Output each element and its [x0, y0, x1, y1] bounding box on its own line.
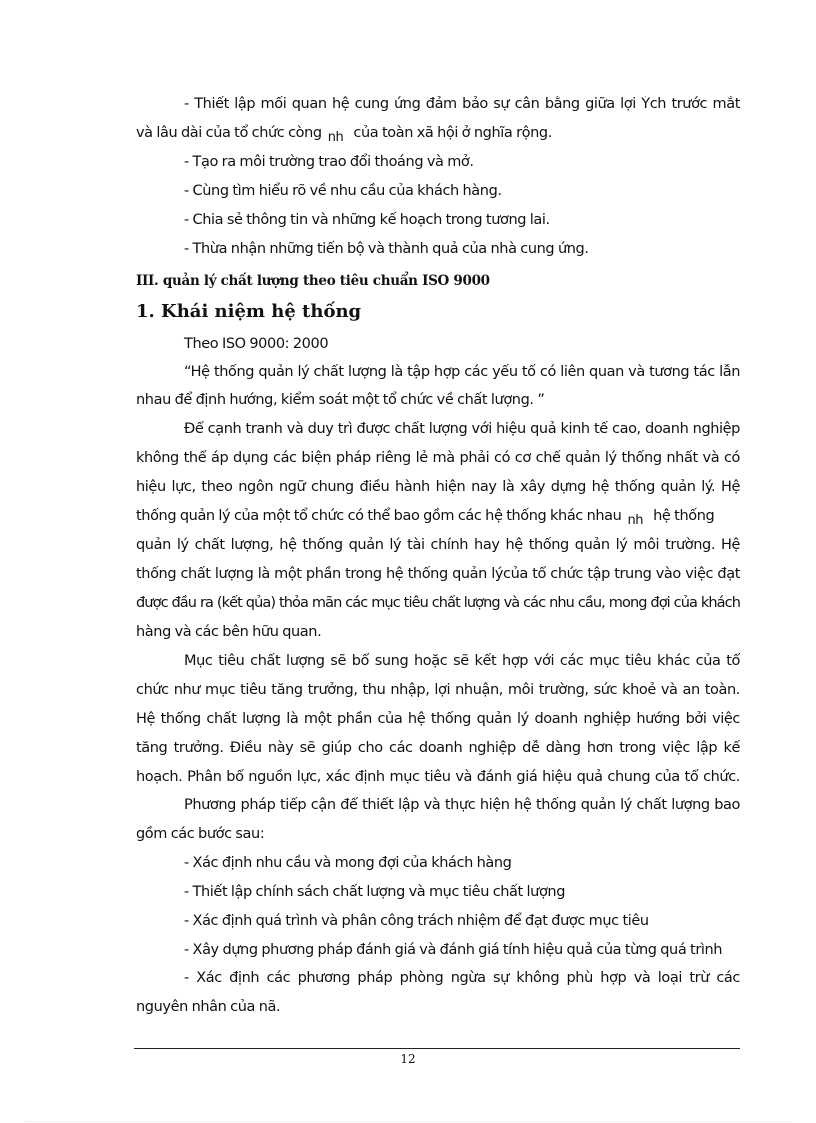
bullet-continuation: [136, 125, 552, 145]
step-item: - Xác định các phương pháp phòng ngừa sự không phù hợp và loại trừ các: [184, 970, 740, 986]
text-run: của toàn xã hội ở nghĩa rộng.: [353, 125, 552, 141]
paragraph-line: [136, 508, 715, 528]
page-edge-border: [24, 1121, 794, 1122]
paragraph-line: được đầu ra (kết qủa) thỏa mãn các mục tiêu chất lượng và các nhu cầu, mong đợi của khách: [136, 595, 740, 611]
step-item: - Xác định nhu cầu và mong đợi của khách hàng: [184, 855, 512, 871]
paragraph-line: Hệ thống chất lượng là một phần của hệ thống quản lý doanh nghiệp hướng bởi việc: [136, 711, 740, 727]
text-run: hệ thống: [653, 508, 715, 524]
step-item-continuation: nguyên nhân của nã.: [136, 999, 281, 1015]
paragraph-line: Theo ISO 9000: 2000: [184, 336, 329, 352]
paragraph-line: hiệu lực, theo ngôn ngữ chung điều hành hiện nay là xây dựng hệ thống quản lý. Hệ: [136, 479, 740, 495]
paragraph-line: hàng và các bên hữu quan.: [136, 624, 322, 640]
paragraph-line: Để cạnh tranh và duy trì được chất lượng với hiệu quả kinh tế cao, doanh nghiệp: [184, 421, 740, 437]
bullet-line: - Tạo ra môi trường trao đổi thoáng và mở.: [184, 154, 474, 170]
paragraph-line: “Hệ thống quản lý chất lượng là tập hợp các yếu tố có liên quan và tương tác lẫn: [184, 364, 740, 380]
paragraph-line: gồm các bước sau:: [136, 826, 265, 842]
paragraph-line: thống chất lượng là một phần trong hệ thống quản lýcủa tổ chức tập trung vào việc đạt: [136, 566, 740, 582]
step-item: - Xác định quá trình và phân công trách nhiệm để đạt được mục tiêu: [184, 913, 649, 929]
paragraph-line: tăng trưởng. Điều này sẽ giúp cho các doanh nghiệp dễ dàng hơn trong việc lập kế: [136, 740, 740, 756]
paragraph-line: nhau để định hướng, kiểm soát một tổ chức về chất lượng. ”: [136, 392, 545, 408]
step-item: - Xây dựng phương pháp đánh giá và đánh giá tính hiệu quả của từng quá trình: [184, 942, 723, 958]
subscript-fragment: nh: [327, 130, 344, 145]
subsection-heading: 1. Khái niệm hệ thống: [136, 301, 362, 322]
paragraph-line: Mục tiêu chất lượng sẽ bổ sung hoặc sẽ kết hợp với các mục tiêu khác của tổ: [184, 653, 740, 669]
bullet-line: - Cùng tìm hiểu rõ về nhu cầu của khách hàng.: [184, 183, 502, 199]
subscript-fragment: nh: [627, 513, 644, 528]
paragraph-line: không thể áp dụng các biện pháp riêng lẻ mà phải có cơ chế quản lý thống nhất và có: [136, 450, 740, 466]
bullet-line: - Chia sẻ thông tin và những kế hoạch trong tương lai.: [184, 212, 550, 228]
text-run: thống quản lý của một tổ chức có thể bao gồm các hệ thống khác nhau: [136, 508, 622, 524]
paragraph-line: hoạch. Phân bổ nguồn lực, xác định mục tiêu và đánh giá hiệu quả chung của tổ chức.: [136, 769, 740, 785]
bullet-line: - Thiết lập mối quan hệ cung ứng đảm bảo sự cân bằng giữa lợi Ých trước mắt: [184, 96, 740, 112]
page-number: 12: [400, 1052, 416, 1066]
footer-rule: [134, 1048, 740, 1049]
paragraph-line: Phương pháp tiếp cận để thiết lập và thực hiện hệ thống quản lý chất lượng bao: [184, 797, 740, 813]
paragraph-line: quản lý chất lượng, hệ thống quản lý tài chính hay hệ thống quản lý môi trường. Hệ: [136, 537, 740, 553]
bullet-line: - Thừa nhận những tiến bộ và thành quả của nhà cung ứng.: [184, 241, 589, 257]
text-run: và lâu dài của tổ chức còng: [136, 125, 322, 141]
paragraph-line: chức như mục tiêu tăng trưởng, thu nhập, lợi nhuận, môi trường, sức khoẻ và an toàn.: [136, 682, 740, 698]
section-heading: III. quản lý chất lượng theo tiêu chuẩn ISO 9000: [136, 273, 490, 289]
step-item: - Thiết lập chính sách chất lượng và mục tiêu chất lượng: [184, 884, 566, 900]
